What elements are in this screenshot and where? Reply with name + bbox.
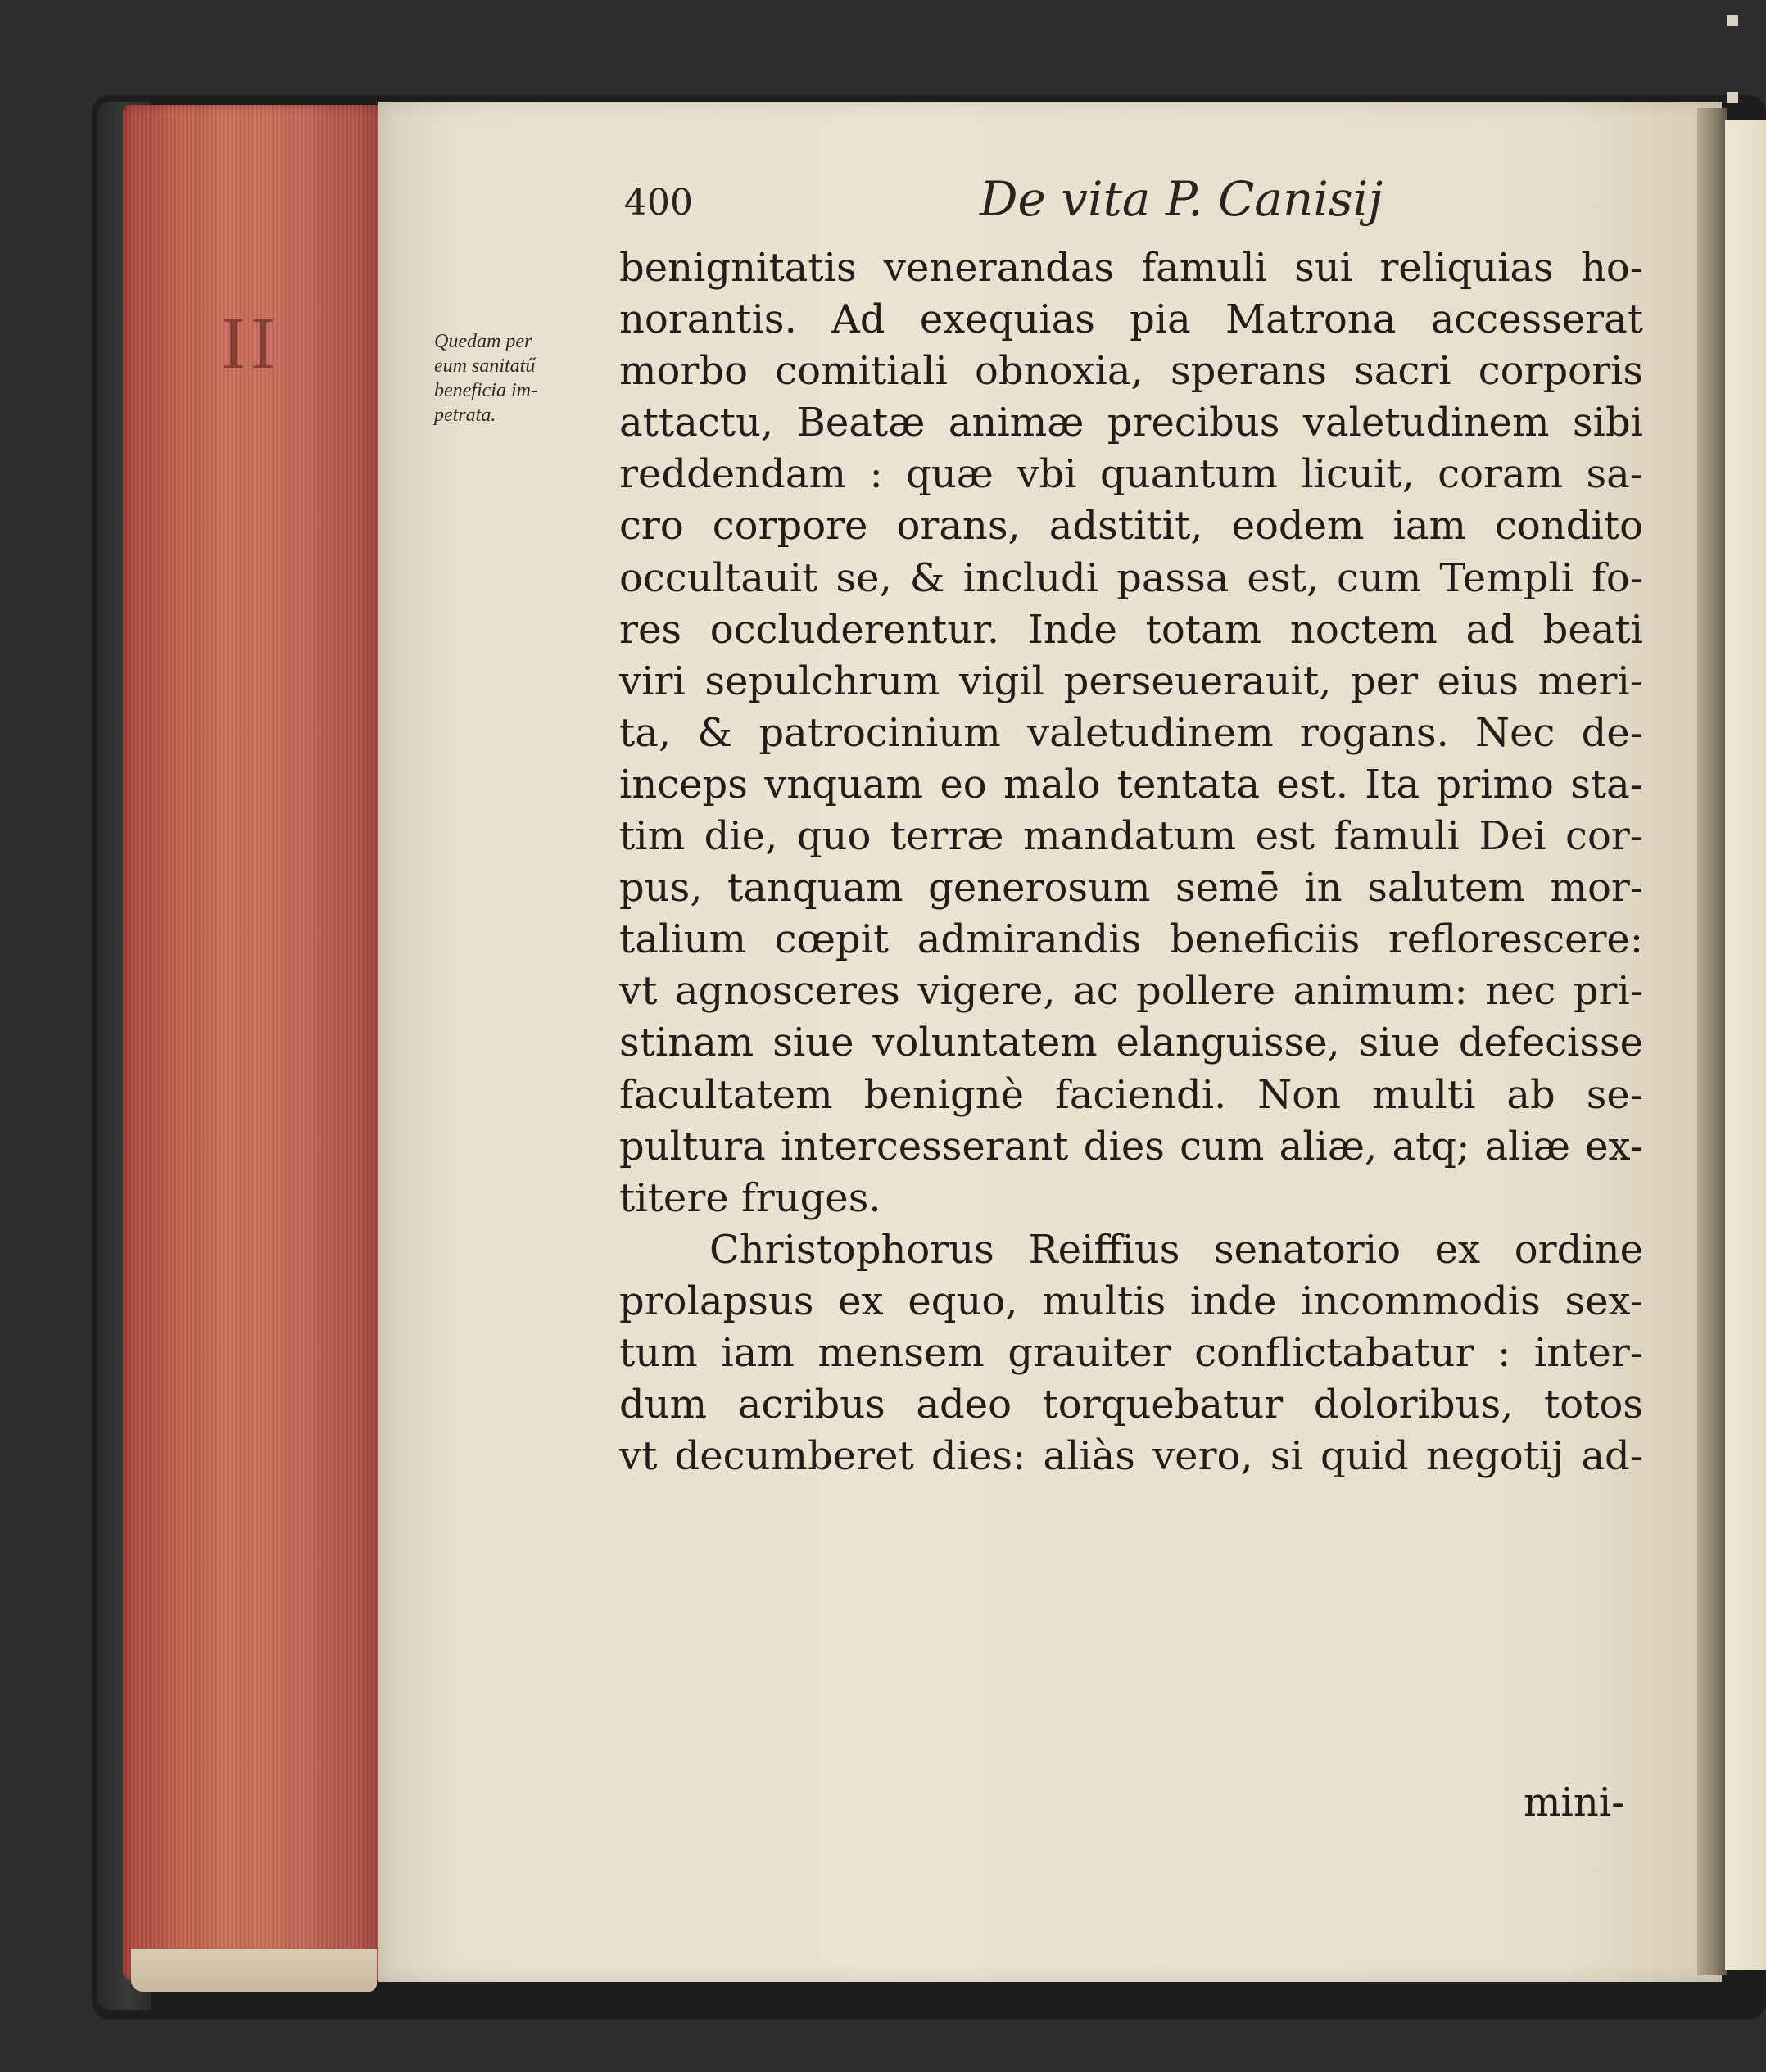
marginal-note (434, 329, 624, 428)
text-line: viri sepulchrum vigil perseuerauit, per eius meri- (619, 658, 1643, 704)
corner-mark (1727, 92, 1738, 103)
text-line: benignitatis venerandas famuli sui reliquias ho- (619, 245, 1643, 291)
text-line: vt decumberet dies: aliàs vero, si quid negotij ad- (619, 1433, 1643, 1480)
book-gutter (1697, 108, 1727, 1975)
right-page-edge (1725, 120, 1766, 1970)
text-line: res occluderentur. Inde totam noctem ad beati (619, 606, 1643, 653)
text-line: pus, tanquam generosum semē in salutem mor- (619, 865, 1643, 912)
text-line: stinam siue voluntatem elanguisse, siue defecisse (619, 1020, 1643, 1066)
corner-mark (1727, 15, 1738, 26)
text-line: tum iam mensem grauiter conflictabatur : inter- (619, 1329, 1643, 1376)
text-line: Christophorus Reiffius senatorio ex ordine (709, 1226, 1643, 1273)
text-line: inceps vnquam eo malo tentata est. Ita primo sta- (619, 761, 1643, 808)
marginal-note-line: eum sanitatű (434, 355, 536, 377)
red-page-edges (123, 105, 387, 1980)
running-title: De vita P. Canisij (980, 171, 1383, 227)
text-line: pultura intercesserant dies cum aliæ, atq; aliæ ex- (619, 1123, 1643, 1169)
marginal-note-line: Quedam per (434, 331, 532, 352)
text-line: occultauit se, & includi passa est, cum Templi fo- (619, 554, 1643, 601)
text-line: attactu, Beatæ animæ precibus valetudinem sibi (619, 400, 1643, 446)
text-line: norantis. Ad exequias pia Matrona accesserat (619, 296, 1643, 343)
catchword: mini- (1524, 1780, 1625, 1825)
text-line: vt agnosceres vigere, ac pollere animum: nec pri- (619, 968, 1643, 1015)
page-number: 400 (624, 182, 693, 224)
text-line: prolapsus ex equo, multis inde incommodis sex- (619, 1278, 1643, 1324)
text-line: talium cœpit admirandis beneficiis reflorescere: (619, 916, 1643, 963)
body-text (619, 242, 1643, 1482)
text-line: tim die, quo terræ mandatum est famuli Dei cor- (619, 813, 1643, 860)
text-line: facultatem benignè faciendi. Non multi ab se- (619, 1071, 1643, 1118)
text-line: cro corpore orans, adstitit, eodem iam condito (619, 503, 1643, 550)
text-line: dum acribus adeo torquebatur doloribus, totos (619, 1382, 1643, 1428)
text-line: morbo comitiali obnoxia, sperans sacri corporis (619, 348, 1643, 395)
text-line: ta, & patrocinium valetudinem rogans. Nec de- (619, 709, 1643, 756)
page-block-bottom (131, 1949, 377, 1992)
marginal-note-line: petrata. (434, 405, 496, 426)
text-line: reddendam : quæ vbi quantum licuit, coram sa- (619, 451, 1643, 498)
fore-edge-mark: II (221, 303, 280, 384)
text-line: titere fruges. (619, 1174, 881, 1221)
marginal-note-line: beneficia im- (434, 380, 537, 401)
